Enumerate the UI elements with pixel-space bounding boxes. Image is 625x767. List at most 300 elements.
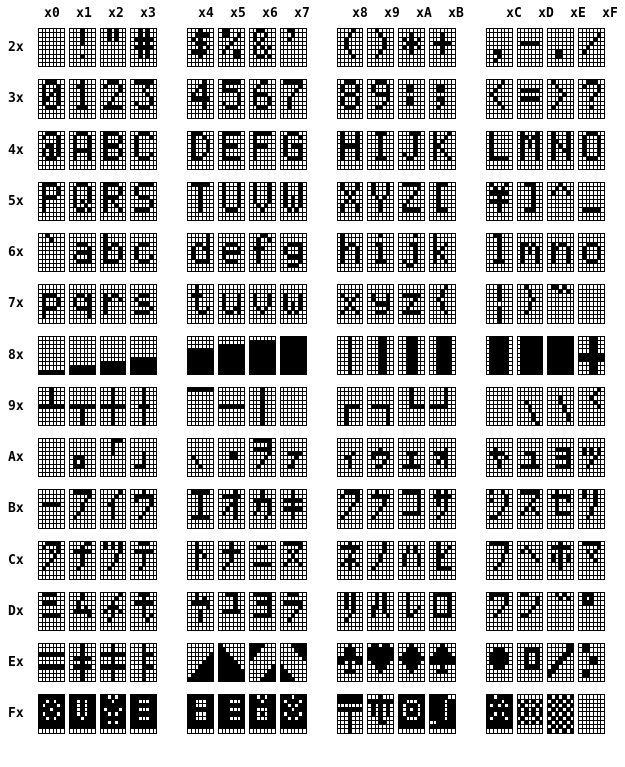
glyph-pixel [61,251,64,254]
glyph-pixel [403,268,406,271]
glyph-pixel [257,264,260,267]
glyph-pixel [509,89,512,92]
glyph-pixel [115,191,118,194]
glyph-pixel [123,153,126,156]
glyph-pixel [552,50,555,53]
glyph-pixel [556,161,559,164]
glyph-pixel [88,33,91,36]
glyph-pixel [74,102,77,105]
glyph-pixel [505,238,508,241]
glyph-pixel [372,38,375,41]
glyph-pixel [230,161,233,164]
glyph-pixel [518,243,521,246]
glyph-pixel [502,59,505,62]
glyph-pixel [210,200,213,203]
glyph-pixel [563,191,566,194]
glyph-pixel [57,196,60,199]
glyph-pixel [123,255,126,258]
glyph-pixel [567,80,570,83]
glyph-pixel [598,191,601,194]
glyph-pixel [154,114,157,117]
glyph-pixel [108,144,111,147]
glyph-pixel [281,213,284,216]
glyph-pixel [448,63,451,66]
glyph-pixel [261,200,264,203]
glyph-pixel [192,153,195,156]
glyph-pixel [192,33,195,36]
glyph-pixel [434,114,437,117]
glyph-pixel [46,153,49,156]
glyph-pixel [502,85,505,88]
glyph-pixel [70,55,73,58]
glyph-pixel [57,213,60,216]
glyph-pixel [532,59,535,62]
glyph-pixel [223,264,226,267]
glyph-pixel [207,85,210,88]
glyph-pixel [70,38,73,41]
glyph-pixel [108,89,111,92]
glyph-pixel [295,166,298,169]
glyph-cell-40 [38,131,65,170]
glyph-pixel [146,213,149,216]
glyph-pixel [265,97,268,100]
glyph-pixel [303,144,306,147]
glyph-pixel [434,196,437,199]
glyph-pixel [57,260,60,263]
glyph-pixel [199,97,202,100]
glyph-pixel [188,157,191,160]
glyph-pixel [226,132,229,135]
glyph-pixel [548,153,551,156]
glyph-pixel [101,102,104,105]
glyph-pixel [410,191,413,194]
glyph-pixel [139,200,142,203]
glyph-pixel [238,102,241,105]
glyph-pixel [88,204,91,207]
glyph-pixel [241,208,244,211]
glyph-pixel [452,238,455,241]
glyph-pixel [81,247,84,250]
glyph-pixel [598,208,601,211]
glyph-pixel [448,243,451,246]
glyph-pixel [303,132,306,135]
glyph-pixel [368,63,371,66]
glyph-pixel [146,183,149,186]
glyph-pixel [207,102,210,105]
glyph-pixel [345,157,348,160]
glyph-pixel [230,264,233,267]
glyph-pixel [349,166,352,169]
glyph-pixel [219,268,222,271]
glyph-pixel [356,85,359,88]
glyph-pixel [529,110,532,113]
glyph-pixel [299,63,302,66]
glyph-pixel [135,93,138,96]
glyph-pixel [131,132,134,135]
glyph-pixel [490,187,493,190]
glyph-pixel [407,110,410,113]
glyph-pixel [360,55,363,58]
glyph-pixel [70,144,73,147]
glyph-pixel [261,166,264,169]
glyph-pixel [579,97,582,100]
glyph-pixel [238,106,241,109]
glyph-pixel [487,187,490,190]
glyph-pixel [92,255,95,258]
glyph-pixel [57,132,60,135]
glyph-pixel [341,149,344,152]
glyph-pixel [92,196,95,199]
glyph-pixel [345,268,348,271]
glyph-pixel [368,97,371,100]
glyph-pixel [532,161,535,164]
glyph-pixel [238,38,241,41]
glyph-pixel [261,46,264,49]
glyph-pixel [452,110,455,113]
glyph-pixel [299,153,302,156]
glyph-pixel [39,217,42,220]
glyph-pixel [115,243,118,246]
glyph-pixel [268,204,271,207]
glyph-pixel [498,268,501,271]
glyph-pixel [54,144,57,147]
glyph-pixel [498,166,501,169]
glyph-pixel [154,166,157,169]
glyph-pixel [372,187,375,190]
glyph-pixel [441,59,444,62]
glyph-pixel [502,33,505,36]
glyph-pixel [43,204,46,207]
glyph-pixel [349,140,352,143]
glyph-pixel [77,204,80,207]
glyph-pixel [219,93,222,96]
glyph-pixel [379,55,382,58]
glyph-pixel [281,204,284,207]
glyph-pixel [219,106,222,109]
glyph-pixel [556,149,559,152]
glyph-pixel [210,50,213,53]
glyph-pixel [135,80,138,83]
glyph-pixel [559,102,562,105]
glyph-pixel [407,63,410,66]
glyph-pixel [272,251,275,254]
glyph-pixel [85,268,88,271]
glyph-pixel [77,153,80,156]
glyph-pixel [192,59,195,62]
glyph-pixel [376,268,379,271]
glyph-pixel [518,149,521,152]
glyph-pixel [101,46,104,49]
glyph-pixel [265,268,268,271]
glyph-pixel [265,161,268,164]
glyph-pixel [146,238,149,241]
glyph-pixel [281,183,284,186]
glyph-pixel [188,208,191,211]
glyph-pixel [254,191,257,194]
glyph-pixel [509,217,512,220]
glyph-pixel [490,46,493,49]
glyph-pixel [131,46,134,49]
glyph-pixel [257,149,260,152]
glyph-pixel [540,85,543,88]
glyph-pixel [207,208,210,211]
glyph-pixel [341,80,344,83]
glyph-pixel [376,55,379,58]
glyph-pixel [360,63,363,66]
glyph-pixel [265,136,268,139]
glyph-pixel [272,50,275,53]
glyph-pixel [123,264,126,267]
glyph-pixel [261,183,264,186]
glyph-pixel [54,80,57,83]
glyph-pixel [81,80,84,83]
glyph-pixel [295,251,298,254]
glyph-pixel [223,183,226,186]
glyph-pixel [250,80,253,83]
glyph-pixel [112,63,115,66]
glyph-pixel [210,187,213,190]
glyph-pixel [414,50,417,53]
glyph-pixel [587,102,590,105]
glyph-pixel [219,59,222,62]
glyph-pixel [261,243,264,246]
glyph-pixel [587,191,590,194]
glyph-pixel [234,161,237,164]
glyph-pixel [529,59,532,62]
glyph-pixel [104,59,107,62]
glyph-pixel [518,251,521,254]
glyph-pixel [196,29,199,32]
glyph-pixel [146,33,149,36]
glyph-pixel [441,144,444,147]
glyph-pixel [399,149,402,152]
glyph-pixel [219,255,222,258]
glyph-pixel [112,102,115,105]
glyph-pixel [199,217,202,220]
glyph-pixel [437,204,440,207]
glyph-pixel [590,191,593,194]
glyph-pixel [356,102,359,105]
glyph-pixel [452,187,455,190]
glyph-cell-5D [517,182,544,221]
glyph-pixel [445,80,448,83]
glyph-pixel [356,136,359,139]
glyph-pixel [372,251,375,254]
glyph-pixel [196,114,199,117]
glyph-pixel [598,187,601,190]
glyph-pixel [257,208,260,211]
glyph-pixel [154,106,157,109]
glyph-pixel [505,110,508,113]
glyph-pixel [587,110,590,113]
glyph-pixel [387,191,390,194]
glyph-pixel [88,85,91,88]
glyph-pixel [234,234,237,237]
glyph-pixel [85,102,88,105]
glyph-pixel [230,102,233,105]
glyph-pixel [399,106,402,109]
glyph-pixel [154,183,157,186]
glyph-pixel [39,144,42,147]
glyph-pixel [383,187,386,190]
glyph-pixel [257,153,260,156]
glyph-pixel [43,260,46,263]
glyph-pixel [226,200,229,203]
glyph-pixel [502,63,505,66]
glyph-pixel [594,191,597,194]
glyph-pixel [525,42,528,45]
glyph-pixel [108,264,111,267]
glyph-pixel [223,187,226,190]
glyph-pixel [502,38,505,41]
glyph-pixel [230,97,233,100]
glyph-pixel [196,191,199,194]
glyph-pixel [441,149,444,152]
glyph-pixel [238,166,241,169]
glyph-pixel [418,161,421,164]
glyph-pixel [119,132,122,135]
glyph-pixel [188,247,191,250]
glyph-pixel [387,264,390,267]
glyph-pixel [39,200,42,203]
glyph-pixel [556,204,559,207]
glyph-pixel [230,238,233,241]
glyph-pixel [509,114,512,117]
glyph-pixel [407,161,410,164]
glyph-pixel [338,166,341,169]
glyph-pixel [123,247,126,250]
glyph-pixel [50,196,53,199]
glyph-pixel [112,29,115,32]
glyph-pixel [445,55,448,58]
glyph-pixel [390,140,393,143]
glyph-pixel [54,106,57,109]
glyph-pixel [452,102,455,105]
glyph-pixel [135,114,138,117]
glyph-pixel [421,59,424,62]
glyph-pixel [372,149,375,152]
glyph-pixel [123,102,126,105]
glyph-pixel [234,93,237,96]
glyph-pixel [418,42,421,45]
glyph-pixel [430,42,433,45]
glyph-pixel [268,255,271,258]
glyph-pixel [430,46,433,49]
glyph-pixel [540,140,543,143]
glyph-pixel [410,157,413,160]
glyph-pixel [383,191,386,194]
glyph-pixel [46,161,49,164]
glyph-pixel [50,187,53,190]
glyph-pixel [92,93,95,96]
glyph-pixel [230,59,233,62]
glyph-pixel [234,42,237,45]
glyph-pixel [154,140,157,143]
glyph-pixel [552,161,555,164]
glyph-pixel [57,93,60,96]
glyph-pixel [399,268,402,271]
glyph-pixel [74,217,77,220]
glyph-pixel [92,238,95,241]
glyph-pixel [407,183,410,186]
glyph-pixel [403,187,406,190]
glyph-pixel [207,149,210,152]
glyph-pixel [356,153,359,156]
glyph-pixel [85,114,88,117]
glyph-pixel [108,38,111,41]
glyph-pixel [352,268,355,271]
glyph-pixel [226,260,229,263]
glyph-pixel [414,208,417,211]
glyph-pixel [403,140,406,143]
glyph-pixel [74,132,77,135]
glyph-pixel [445,89,448,92]
glyph-pixel [284,204,287,207]
glyph-pixel [50,213,53,216]
glyph-cell-39 [367,79,394,118]
glyph-pixel [203,200,206,203]
glyph-pixel [261,264,264,267]
glyph-pixel [192,42,195,45]
glyph-pixel [112,93,115,96]
glyph-pixel [345,85,348,88]
glyph-pixel [410,208,413,211]
glyph-pixel [379,80,382,83]
glyph-pixel [261,59,264,62]
glyph-pixel [567,183,570,186]
glyph-pixel [70,255,73,258]
glyph-pixel [437,149,440,152]
glyph-pixel [441,238,444,241]
glyph-pixel [421,29,424,32]
glyph-pixel [518,29,521,32]
glyph-pixel [104,132,107,135]
glyph-pixel [43,264,46,267]
glyph-pixel [223,251,226,254]
glyph-pixel [387,153,390,156]
glyph-pixel [123,110,126,113]
glyph-pixel [552,166,555,169]
glyph-pixel [257,187,260,190]
glyph-pixel [234,187,237,190]
glyph-pixel [410,234,413,237]
glyph-pixel [284,132,287,135]
col-header-xA: xA [416,6,432,21]
glyph-pixel [529,46,532,49]
glyph-pixel [139,161,142,164]
glyph-pixel [376,264,379,267]
glyph-pixel [261,42,264,45]
glyph-pixel [303,97,306,100]
glyph-pixel [81,29,84,32]
glyph-pixel [146,247,149,250]
glyph-pixel [349,46,352,49]
glyph-pixel [518,140,521,143]
glyph-pixel [356,264,359,267]
glyph-pixel [154,234,157,237]
glyph-pixel [407,243,410,246]
glyph-pixel [150,144,153,147]
glyph-pixel [360,136,363,139]
glyph-pixel [490,114,493,117]
glyph-pixel [505,132,508,135]
glyph-pixel [88,196,91,199]
glyph-pixel [583,217,586,220]
glyph-pixel [379,204,382,207]
glyph-pixel [230,46,233,49]
glyph-pixel [54,166,57,169]
glyph-pixel [119,136,122,139]
